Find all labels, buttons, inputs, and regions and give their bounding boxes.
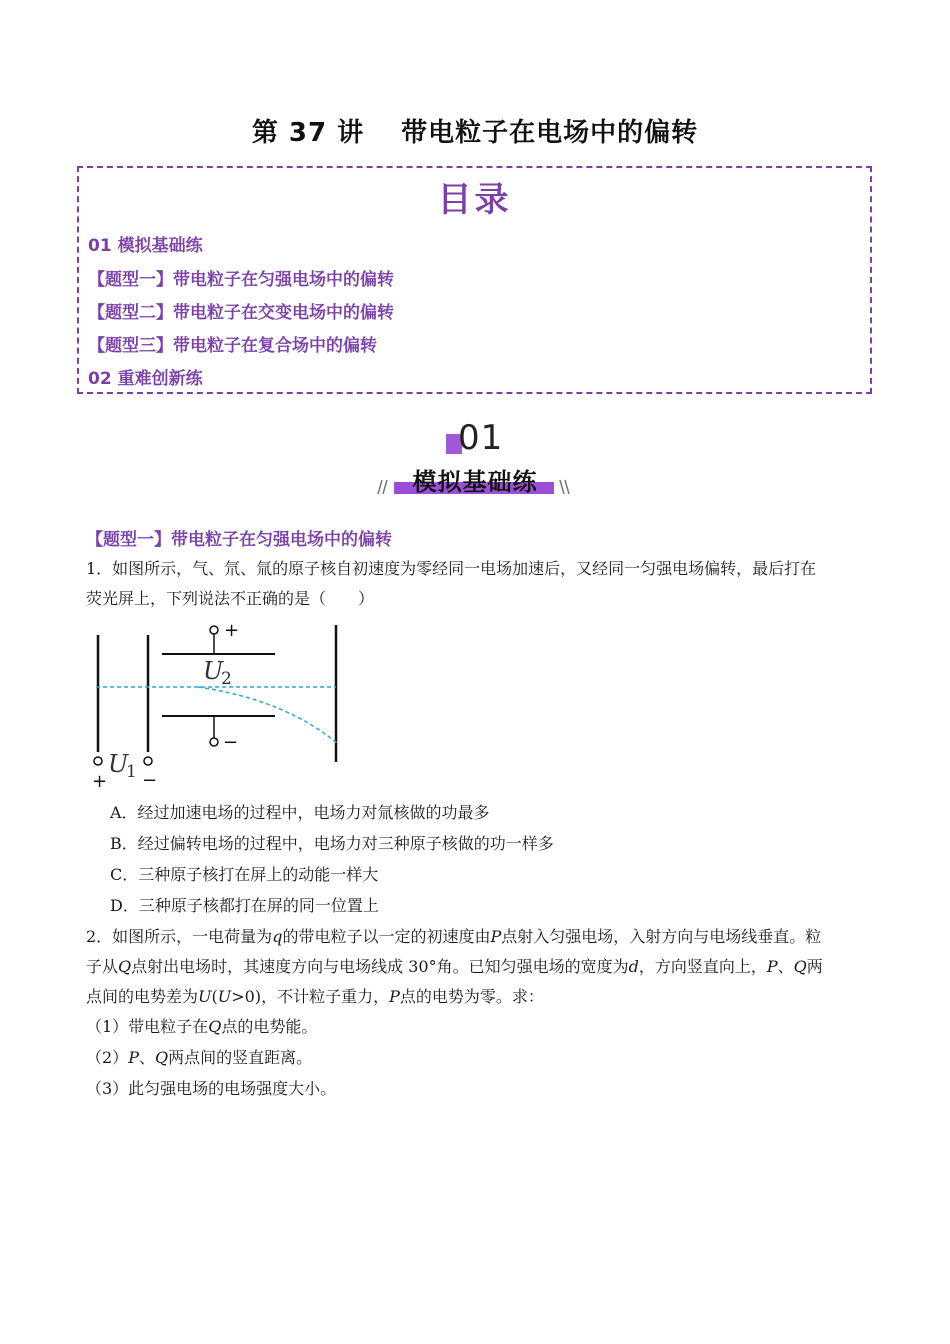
question-type-heading: 【题型一】带电粒子在匀强电场中的偏转 bbox=[86, 530, 392, 550]
voltage-u2-subscript: 2 bbox=[221, 669, 232, 689]
voltage-u2-label: U bbox=[203, 657, 224, 685]
toc-item-practice-basic[interactable]: 01 模拟基础练 bbox=[88, 236, 203, 256]
q1-option-a[interactable]: A．经过加速电场的过程中，电场力对氚核做的功最多 bbox=[110, 803, 490, 822]
q2-stem-line3: 点间的电势差为U(U>0)，不计粒子重力，P点的电势为零。求： bbox=[86, 987, 544, 1006]
section-number: 01 bbox=[458, 418, 504, 458]
minus-label-right: − bbox=[142, 770, 158, 791]
toc-item-type-one[interactable]: 【题型一】带电粒子在匀强电场中的偏转 bbox=[88, 270, 394, 290]
section-label: 模拟基础练 bbox=[412, 468, 538, 496]
q2-subquestion-3: （3）此匀强电场的电场强度大小。 bbox=[86, 1079, 337, 1098]
toc-item-type-three[interactable]: 【题型三】带电粒子在复合场中的偏转 bbox=[88, 336, 377, 356]
q1-option-d[interactable]: D．三种原子核都打在屏的同一位置上 bbox=[110, 896, 379, 915]
q2-subquestion-1: （1）带电粒子在Q点的电势能。 bbox=[86, 1017, 318, 1036]
toc-heading: 目录 bbox=[437, 180, 512, 220]
q2-stem-line1: 2．如图所示，一电荷量为q的带电粒子以一定的初速度由P点射入匀强电场，入射方向与电场线垂直。粒 bbox=[86, 927, 822, 946]
table-of-contents bbox=[77, 166, 872, 394]
voltage-u1-subscript: 1 bbox=[126, 762, 137, 782]
page-title: 第 37 讲 带电粒子在电场中的偏转 bbox=[251, 118, 699, 148]
q1-stem-line2: 荧光屏上，下列说法不正确的是（ ） bbox=[86, 589, 375, 608]
q1-stem-line1: 1．如图所示，气、氘、氚的原子核自初速度为零经同一电场加速后，又经同一匀强电场偏转，最后打在 bbox=[86, 559, 817, 578]
q2-stem-line2: 子从Q点射出电场时，其速度方向与电场线成 30°角。已知匀强电场的宽度为d，方向竖直向上，P、Q两 bbox=[86, 957, 823, 976]
plus-label-left: + bbox=[92, 771, 108, 792]
minus-label-bottom: − bbox=[223, 732, 239, 753]
deflection-field-diagram bbox=[86, 620, 356, 795]
voltage-u1-label: U bbox=[108, 750, 129, 778]
plus-label-top: + bbox=[224, 620, 240, 641]
toc-item-type-two[interactable]: 【题型二】带电粒子在交变电场中的偏转 bbox=[88, 303, 394, 323]
toc-item-practice-advanced[interactable]: 02 重难创新练 bbox=[88, 369, 203, 389]
q1-option-c[interactable]: C．三种原子核打在屏上的动能一样大 bbox=[110, 865, 379, 884]
q2-subquestion-2: （2）P、Q两点间的竖直距离。 bbox=[86, 1048, 313, 1067]
q1-option-b[interactable]: B．经过偏转电场的过程中，电场力对三种原子核做的功一样多 bbox=[110, 834, 554, 853]
